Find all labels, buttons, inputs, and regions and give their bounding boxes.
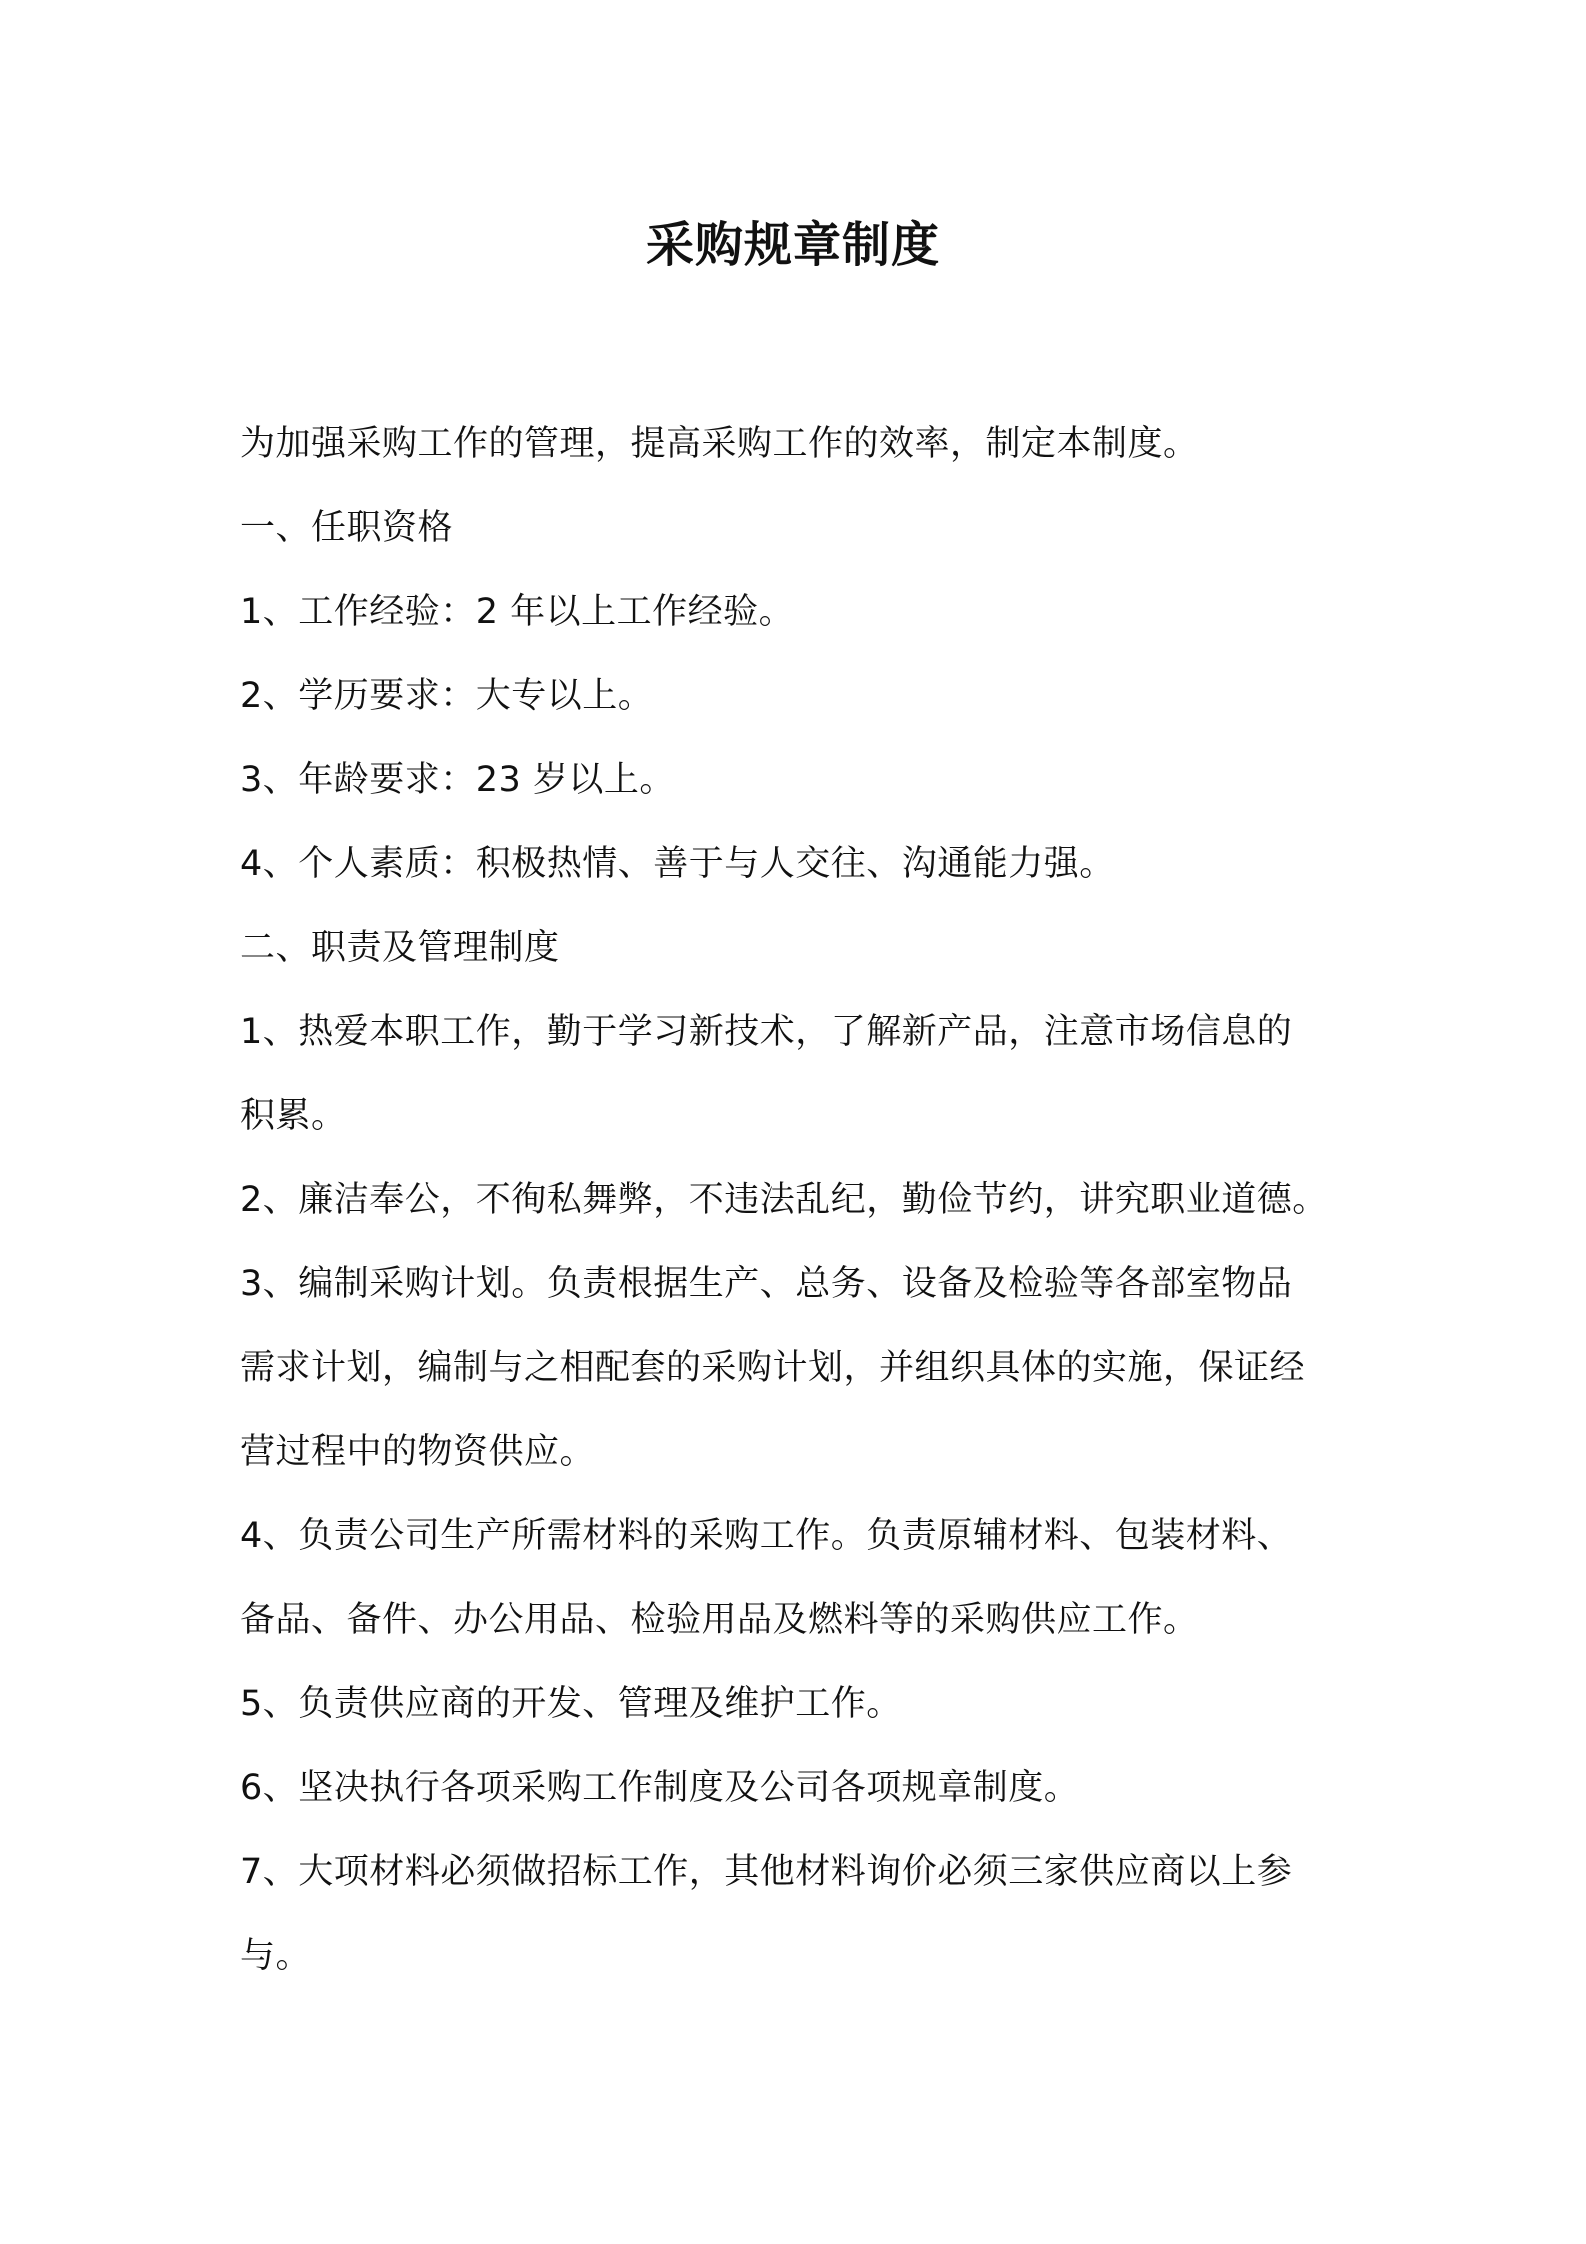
duty-item-continued: 需求计划，编制与之相配套的采购计划，并组织具体的实施，保证经 xyxy=(240,1348,1306,1388)
section-heading-duties: 二、职责及管理制度 xyxy=(240,928,560,968)
qualification-item: 1、工作经验：2 年以上工作经验。 xyxy=(240,592,795,632)
duty-item-continued: 备品、备件、办公用品、检验用品及燃料等的采购供应工作。 xyxy=(240,1600,1199,1640)
duty-item: 3、编制采购计划。负责根据生产、总务、设备及检验等各部室物品 xyxy=(240,1264,1293,1304)
duty-item: 6、坚决执行各项采购工作制度及公司各项规章制度。 xyxy=(240,1768,1080,1808)
qualification-item: 3、年龄要求：23 岁以上。 xyxy=(240,760,675,800)
duty-item: 4、负责公司生产所需材料的采购工作。负责原辅材料、包装材料、 xyxy=(240,1516,1293,1556)
duty-item-continued: 营过程中的物资供应。 xyxy=(240,1432,596,1472)
section-heading-qualifications: 一、任职资格 xyxy=(240,508,454,548)
duty-item: 1、热爱本职工作，勤于学习新技术，了解新产品，注意市场信息的 xyxy=(240,1012,1293,1052)
duty-item-continued: 积累。 xyxy=(240,1096,347,1136)
duty-item: 2、廉洁奉公，不徇私舞弊，不违法乱纪，勤俭节约，讲究职业道德。 xyxy=(240,1180,1328,1220)
duty-item: 5、负责供应商的开发、管理及维护工作。 xyxy=(240,1684,902,1724)
document-body xyxy=(240,402,1380,1998)
document-title: 采购规章制度 xyxy=(645,217,940,273)
duty-item-continued: 与。 xyxy=(240,1936,312,1976)
intro-paragraph: 为加强采购工作的管理，提高采购工作的效率，制定本制度。 xyxy=(240,424,1199,464)
qualification-item: 2、学历要求：大专以上。 xyxy=(240,676,654,716)
duty-item: 7、大项材料必须做招标工作，其他材料询价必须三家供应商以上参 xyxy=(240,1852,1293,1892)
qualification-item: 4、个人素质：积极热情、善于与人交往、沟通能力强。 xyxy=(240,844,1115,884)
